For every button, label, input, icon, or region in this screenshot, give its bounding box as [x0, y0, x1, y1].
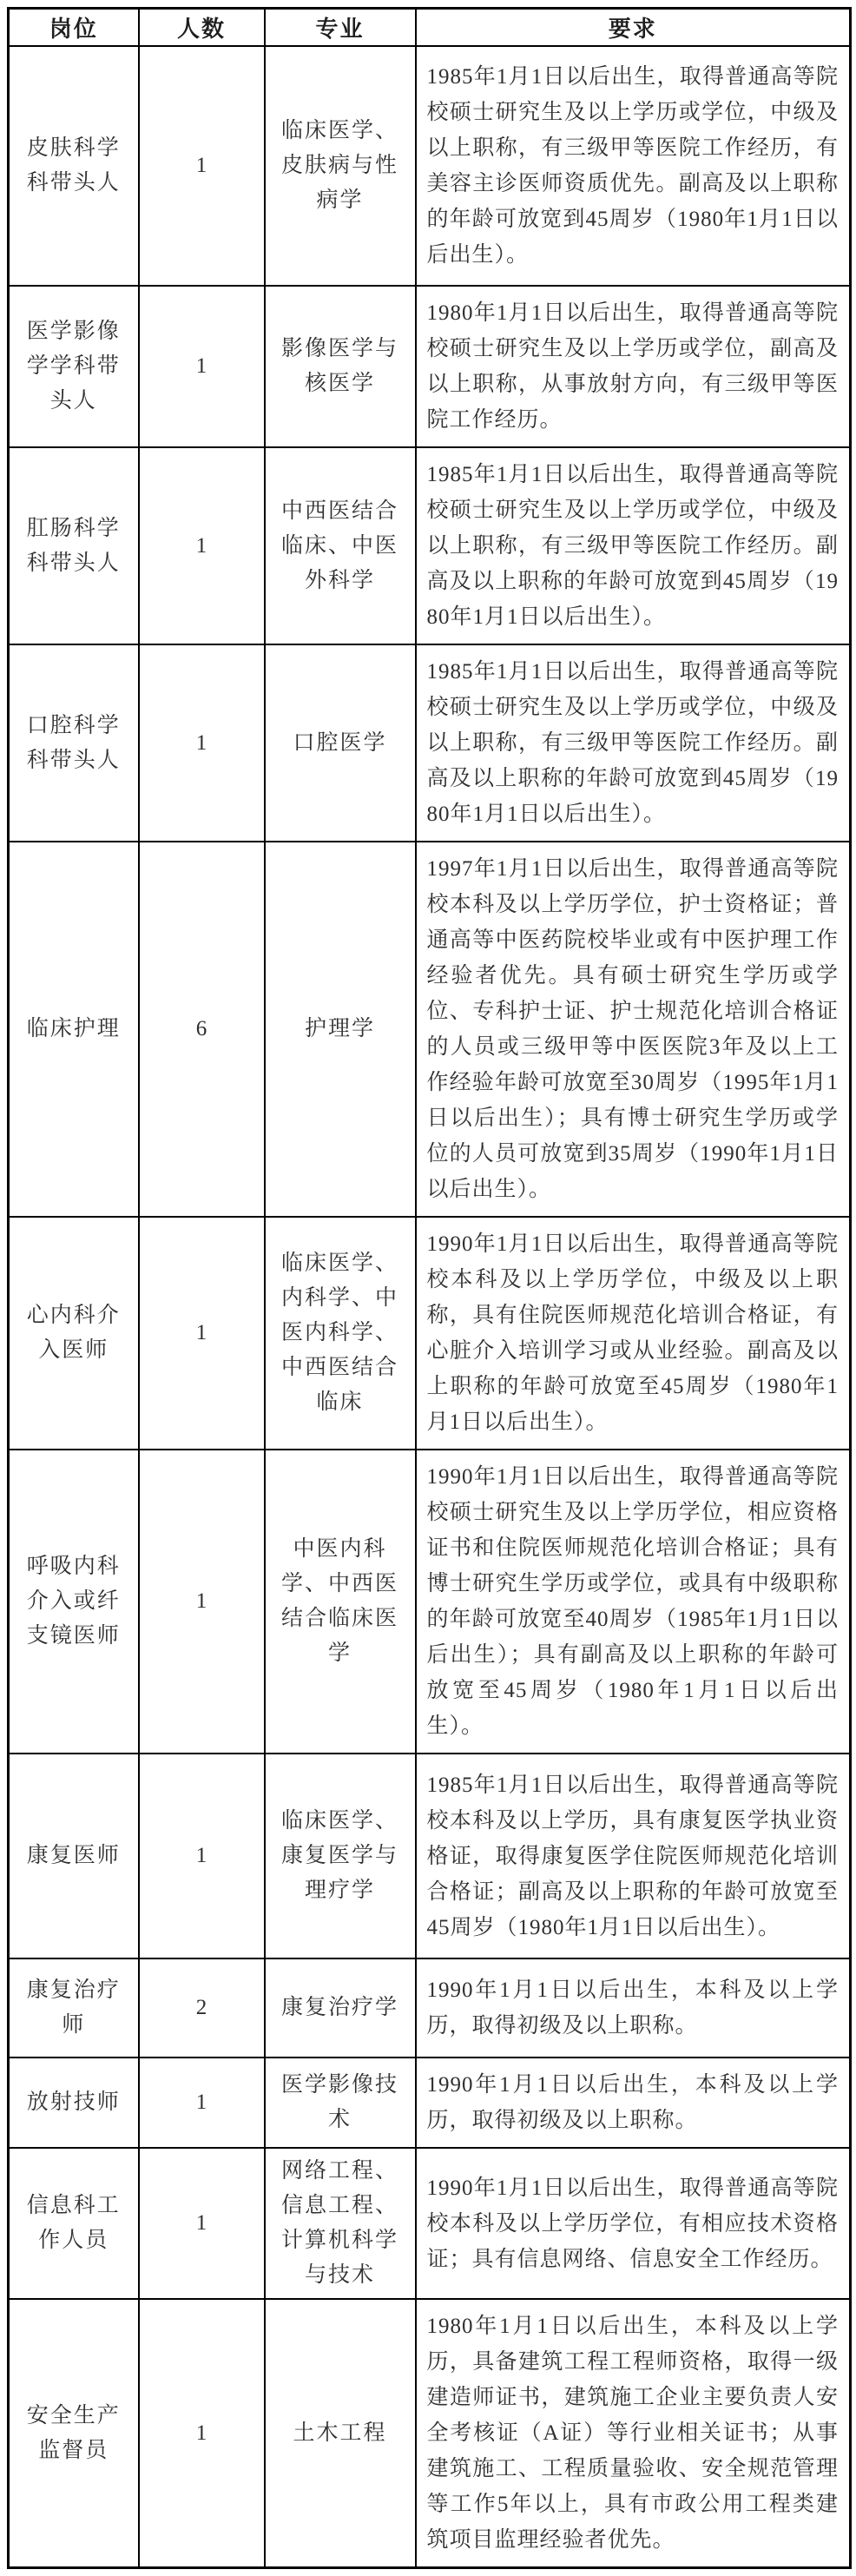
major-cell: 临床医学、皮肤病与性病学 [265, 46, 416, 286]
requirements-cell: 1985年1月1日以后出生，取得普通高等院校硕士研究生及以上学历或学位，中级及以上职称，有三级甲等医院工作经历。副高及以上职称的年龄可放宽到45周岁（1980年1月1日以后出生）。 [416, 644, 851, 842]
table-row [9, 447, 851, 644]
count-cell: 1 [139, 2148, 265, 2299]
position-cell: 信息科工作人员 [9, 2148, 139, 2299]
table-row [9, 1754, 851, 1958]
major-cell: 网络工程、信息工程、计算机科学与技术 [265, 2148, 416, 2299]
count-cell: 1 [139, 644, 265, 842]
count-cell: 1 [139, 1754, 265, 1958]
position-cell: 呼吸内科介入或纤支镜医师 [9, 1450, 139, 1754]
header-position: 岗位 [9, 9, 139, 47]
table-row [9, 1217, 851, 1450]
requirements-cell: 1990年1月1日以后出生，取得普通高等院校硕士研究生及以上学历学位，相应资格证书和住院医师规范化培训合格证；具有博士研究生学历或学位，或具有中级职称的年龄可放宽至40周岁（1985年1月1日以后出生）；具有副高及以上职称的年龄可放宽至45周岁（1980年1月1日以后出生）。 [416, 1450, 851, 1754]
major-cell: 影像医学与核医学 [265, 286, 416, 447]
count-cell: 1 [139, 2299, 265, 2568]
requirements-cell: 1990年1月1日以后出生，本科及以上学历，取得初级及以上职称。 [416, 1958, 851, 2057]
major-cell: 临床医学、康复医学与理疗学 [265, 1754, 416, 1958]
position-cell: 医学影像学学科带头人 [9, 286, 139, 447]
requirements-cell: 1997年1月1日以后出生，取得普通高等院校本科及以上学历学位，护士资格证；普通高等中医药院校毕业或有中医护理工作经验者优先。具有硕士研究生学历或学位、专科护士证、护士规范化培训合格证的人员或三级甲等中医医院3年及以上工作经验年龄可放宽至30周岁（1995年1月1日以后出生）；具有博士研究生学历或学位的人员可放宽到35周岁（1990年1月1日以后出生）。 [416, 842, 851, 1217]
major-cell: 中医内科学、中西医结合临床医学 [265, 1450, 416, 1754]
major-cell: 护理学 [265, 842, 416, 1217]
table-row [9, 1958, 851, 2057]
count-cell: 1 [139, 1450, 265, 1754]
count-cell: 1 [139, 46, 265, 286]
requirements-cell: 1980年1月1日以后出生，本科及以上学历，具备建筑工程工程师资格，取得一级建造师证书，建筑施工企业主要负责人安全考核证（A证）等行业相关证书；从事建筑施工、工程质量验收、安全规范管理等工作5年以上，具有市政公用工程类建筑项目监理经验者优先。 [416, 2299, 851, 2568]
major-cell: 医学影像技术 [265, 2057, 416, 2148]
position-cell: 康复治疗师 [9, 1958, 139, 2057]
requirements-cell: 1985年1月1日以后出生，取得普通高等院校本科及以上学历，具有康复医学执业资格证，取得康复医学住院医师规范化培训合格证；副高及以上职称的年龄可放宽至45周岁（1980年1月1日以后出生）。 [416, 1754, 851, 1958]
major-cell: 土木工程 [265, 2299, 416, 2568]
count-cell: 1 [139, 286, 265, 447]
requirements-cell: 1980年1月1日以后出生，取得普通高等院校硕士研究生及以上学历或学位，副高及以上职称，从事放射方向，有三级甲等医院工作经历。 [416, 286, 851, 447]
requirements-cell: 1985年1月1日以后出生，取得普通高等院校硕士研究生及以上学历或学位，中级及以上职称，有三级甲等医院工作经历。副高及以上职称的年龄可放宽到45周岁（1980年1月1日以后出生）。 [416, 447, 851, 644]
header-count: 人数 [139, 9, 265, 47]
position-cell: 口腔科学科带头人 [9, 644, 139, 842]
position-cell: 放射技师 [9, 2057, 139, 2148]
major-cell: 临床医学、内科学、中医内科学、中西医结合临床 [265, 1217, 416, 1450]
position-cell: 肛肠科学科带头人 [9, 447, 139, 644]
major-cell: 口腔医学 [265, 644, 416, 842]
table-row [9, 644, 851, 842]
requirements-cell: 1985年1月1日以后出生，取得普通高等院校硕士研究生及以上学历或学位，中级及以上职称，有三级甲等医院工作经历，有美容主诊医师资质优先。副高及以上职称的年龄可放宽到45周岁（1980年1月1日以后出生）。 [416, 46, 851, 286]
position-cell: 安全生产监督员 [9, 2299, 139, 2568]
position-cell: 康复医师 [9, 1754, 139, 1958]
table-row [9, 2057, 851, 2148]
table-header-row [9, 9, 851, 47]
count-cell: 2 [139, 1958, 265, 2057]
position-cell: 心内科介入医师 [9, 1217, 139, 1450]
major-cell: 康复治疗学 [265, 1958, 416, 2057]
major-cell: 中西医结合临床、中医外科学 [265, 447, 416, 644]
requirements-cell: 1990年1月1日以后出生，取得普通高等院校本科及以上学历学位，有相应技术资格证；具有信息网络、信息安全工作经历。 [416, 2148, 851, 2299]
requirements-cell: 1990年1月1日以后出生，本科及以上学历，取得初级及以上职称。 [416, 2057, 851, 2148]
count-cell: 1 [139, 2057, 265, 2148]
count-cell: 1 [139, 1217, 265, 1450]
table-row [9, 286, 851, 447]
requirements-cell: 1990年1月1日以后出生，取得普通高等院校本科及以上学历学位，中级及以上职称，具有住院医师规范化培训合格证，有心脏介入培训学习或从业经验。副高及以上职称的年龄可放宽至45周岁（1980年1月1日以后出生）。 [416, 1217, 851, 1450]
table-row [9, 46, 851, 286]
table-row [9, 842, 851, 1217]
table-row [9, 2299, 851, 2568]
position-cell: 皮肤科学科带头人 [9, 46, 139, 286]
recruitment-table [7, 7, 852, 2569]
header-requirements: 要求 [416, 9, 851, 47]
header-major: 专业 [265, 9, 416, 47]
count-cell: 1 [139, 447, 265, 644]
table-row [9, 1450, 851, 1754]
table-row [9, 2148, 851, 2299]
position-cell: 临床护理 [9, 842, 139, 1217]
count-cell: 6 [139, 842, 265, 1217]
